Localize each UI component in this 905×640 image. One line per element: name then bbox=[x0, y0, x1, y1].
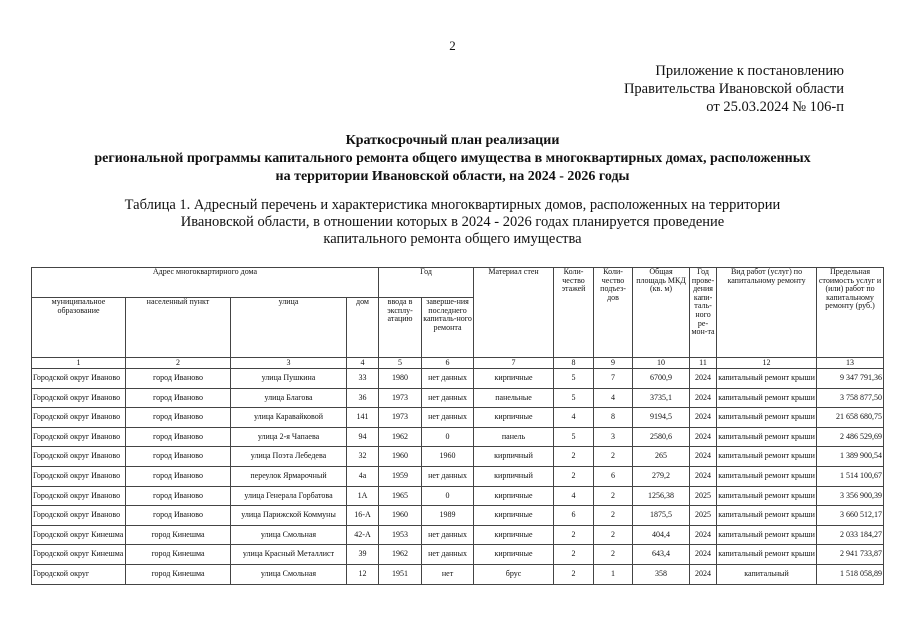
column-number: 7 bbox=[474, 358, 554, 369]
table-row bbox=[32, 564, 884, 584]
header-settlement: населенный пункт bbox=[126, 298, 231, 358]
column-number: 8 bbox=[554, 358, 594, 369]
work-type-cell: капитальный ремонт крыши bbox=[717, 486, 817, 506]
table-row bbox=[32, 525, 884, 545]
municipality-cell: Городской округ Иваново bbox=[32, 506, 126, 526]
house-cell: 141 bbox=[347, 408, 379, 428]
floors-cell: 2 bbox=[554, 525, 594, 545]
last-repair-year-cell: нет данных bbox=[422, 408, 474, 428]
table-row bbox=[32, 466, 884, 486]
area-cell: 265 bbox=[633, 447, 690, 467]
last-repair-year-cell: 1960 bbox=[422, 447, 474, 467]
appendix-note bbox=[624, 62, 844, 116]
column-number: 11 bbox=[690, 358, 717, 369]
work-type-cell: капитальный ремонт крыши bbox=[717, 408, 817, 428]
area-cell: 643,4 bbox=[633, 545, 690, 565]
floors-cell: 2 bbox=[554, 466, 594, 486]
last-repair-year-cell: нет данных bbox=[422, 369, 474, 389]
header-entrances: Коли-чество подъез-дов bbox=[594, 268, 633, 358]
work-type-cell: капитальный ремонт крыши bbox=[717, 427, 817, 447]
work-year-cell: 2024 bbox=[690, 369, 717, 389]
work-year-cell: 2024 bbox=[690, 525, 717, 545]
header-work-type: Вид работ (услуг) по капитальному ремонту bbox=[717, 268, 817, 358]
wall-material-cell: панельные bbox=[474, 388, 554, 408]
last-repair-year-cell: 0 bbox=[422, 486, 474, 506]
caption-line-1: Таблица 1. Адресный перечень и характеристика многоквартирных домов, расположенных на территории bbox=[124, 197, 781, 213]
table-row bbox=[32, 486, 884, 506]
house-cell: 12 bbox=[347, 564, 379, 584]
municipality-cell: Городской округ Иваново bbox=[32, 486, 126, 506]
last-repair-year-cell: нет bbox=[422, 564, 474, 584]
work-year-cell: 2025 bbox=[690, 486, 717, 506]
max-cost-cell: 21 658 680,75 bbox=[817, 408, 884, 428]
entrances-cell: 2 bbox=[594, 447, 633, 467]
settlement-cell: город Кинешма bbox=[126, 525, 231, 545]
house-cell: 39 bbox=[347, 545, 379, 565]
house-cell: 1А bbox=[347, 486, 379, 506]
header-house: дом bbox=[347, 298, 379, 358]
area-cell: 404,4 bbox=[633, 525, 690, 545]
table-row bbox=[32, 408, 884, 428]
table-row bbox=[32, 506, 884, 526]
column-numbers-row bbox=[32, 358, 884, 369]
header-last-repair: заверше-ния последнего капиталь-ного ремонта bbox=[422, 298, 474, 358]
table-row bbox=[32, 545, 884, 565]
work-year-cell: 2024 bbox=[690, 447, 717, 467]
work-type-cell: капитальный ремонт крыши bbox=[717, 447, 817, 467]
max-cost-cell: 2 033 184,27 bbox=[817, 525, 884, 545]
street-cell: улица Смольная bbox=[231, 564, 347, 584]
street-cell: переулок Ярмарочный bbox=[231, 466, 347, 486]
table-row bbox=[32, 427, 884, 447]
municipality-cell: Городской округ Иваново bbox=[32, 447, 126, 467]
settlement-cell: город Кинешма bbox=[126, 545, 231, 565]
work-year-cell: 2024 bbox=[690, 545, 717, 565]
appendix-line-3: от 25.03.2024 № 106-п bbox=[706, 99, 844, 115]
entrances-cell: 4 bbox=[594, 388, 633, 408]
house-cell: 32 bbox=[347, 447, 379, 467]
area-cell: 358 bbox=[633, 564, 690, 584]
work-type-cell: капитальный ремонт крыши bbox=[717, 388, 817, 408]
area-cell: 1256,38 bbox=[633, 486, 690, 506]
appendix-line-2: Правительства Ивановской области bbox=[623, 81, 844, 97]
entrances-cell: 2 bbox=[594, 525, 633, 545]
municipality-cell: Городской округ Иваново bbox=[32, 466, 126, 486]
table-caption bbox=[0, 197, 905, 248]
street-cell: улица Поэта Лебедева bbox=[231, 447, 347, 467]
commissioning-year-cell: 1962 bbox=[379, 427, 422, 447]
street-cell: улица Парижской Коммуны bbox=[231, 506, 347, 526]
work-year-cell: 2024 bbox=[690, 564, 717, 584]
max-cost-cell: 1 518 058,89 bbox=[817, 564, 884, 584]
wall-material-cell: кирпичные bbox=[474, 506, 554, 526]
settlement-cell: город Иваново bbox=[126, 427, 231, 447]
area-cell: 279,2 bbox=[633, 466, 690, 486]
area-cell: 9194,5 bbox=[633, 408, 690, 428]
title-line-1: Краткосрочный план реализации bbox=[345, 133, 560, 148]
entrances-cell: 7 bbox=[594, 369, 633, 389]
area-cell: 2580,6 bbox=[633, 427, 690, 447]
wall-material-cell: кирпичный bbox=[474, 447, 554, 467]
header-address: Адрес многоквартирного дома bbox=[32, 268, 379, 298]
entrances-cell: 2 bbox=[594, 545, 633, 565]
municipality-cell: Городской округ Кинешма bbox=[32, 525, 126, 545]
column-number: 10 bbox=[633, 358, 690, 369]
title-line-3: на территории Ивановской области, на 2024 - 2026 годы bbox=[275, 169, 630, 184]
municipality-cell: Городской округ Иваново bbox=[32, 408, 126, 428]
work-type-cell: капитальный ремонт крыши bbox=[717, 525, 817, 545]
entrances-cell: 6 bbox=[594, 466, 633, 486]
municipality-cell: Городской округ Иваново bbox=[32, 427, 126, 447]
commissioning-year-cell: 1953 bbox=[379, 525, 422, 545]
column-number: 4 bbox=[347, 358, 379, 369]
max-cost-cell: 1 389 900,54 bbox=[817, 447, 884, 467]
max-cost-cell: 9 347 791,36 bbox=[817, 369, 884, 389]
floors-cell: 4 bbox=[554, 408, 594, 428]
street-cell: улица Красный Металлист bbox=[231, 545, 347, 565]
street-cell: улица Смольная bbox=[231, 525, 347, 545]
house-cell: 33 bbox=[347, 369, 379, 389]
work-year-cell: 2024 bbox=[690, 466, 717, 486]
column-number: 2 bbox=[126, 358, 231, 369]
street-cell: улица Каравайковой bbox=[231, 408, 347, 428]
commissioning-year-cell: 1973 bbox=[379, 408, 422, 428]
municipality-cell: Городской округ Иваново bbox=[32, 388, 126, 408]
column-number: 12 bbox=[717, 358, 817, 369]
wall-material-cell: кирпичный bbox=[474, 466, 554, 486]
street-cell: улица Благова bbox=[231, 388, 347, 408]
table-row bbox=[32, 369, 884, 389]
area-cell: 6700,9 bbox=[633, 369, 690, 389]
last-repair-year-cell: нет данных bbox=[422, 466, 474, 486]
header-material: Материал стен bbox=[474, 268, 554, 358]
work-type-cell: капитальный bbox=[717, 564, 817, 584]
house-cell: 16-А bbox=[347, 506, 379, 526]
entrances-cell: 2 bbox=[594, 486, 633, 506]
work-type-cell: капитальный ремонт крыши bbox=[717, 466, 817, 486]
caption-line-3: капитального ремонта общего имущества bbox=[323, 231, 582, 247]
commissioning-year-cell: 1965 bbox=[379, 486, 422, 506]
settlement-cell: город Иваново bbox=[126, 466, 231, 486]
column-number: 5 bbox=[379, 358, 422, 369]
wall-material-cell: кирпичные bbox=[474, 369, 554, 389]
floors-cell: 6 bbox=[554, 506, 594, 526]
house-cell: 36 bbox=[347, 388, 379, 408]
commissioning-year-cell: 1951 bbox=[379, 564, 422, 584]
entrances-cell: 3 bbox=[594, 427, 633, 447]
header-street: улица bbox=[231, 298, 347, 358]
wall-material-cell: кирпичные bbox=[474, 486, 554, 506]
commissioning-year-cell: 1960 bbox=[379, 506, 422, 526]
area-cell: 1875,5 bbox=[633, 506, 690, 526]
settlement-cell: город Иваново bbox=[126, 408, 231, 428]
floors-cell: 5 bbox=[554, 388, 594, 408]
work-year-cell: 2024 bbox=[690, 408, 717, 428]
header-row-1 bbox=[32, 268, 884, 298]
column-number: 9 bbox=[594, 358, 633, 369]
wall-material-cell: кирпичные bbox=[474, 545, 554, 565]
entrances-cell: 1 bbox=[594, 564, 633, 584]
last-repair-year-cell: нет данных bbox=[422, 525, 474, 545]
work-type-cell: капитальный ремонт крыши bbox=[717, 369, 817, 389]
floors-cell: 5 bbox=[554, 427, 594, 447]
wall-material-cell: кирпичные bbox=[474, 525, 554, 545]
municipality-cell: Городской округ Кинешма bbox=[32, 545, 126, 565]
work-year-cell: 2025 bbox=[690, 506, 717, 526]
wall-material-cell: брус bbox=[474, 564, 554, 584]
floors-cell: 5 bbox=[554, 369, 594, 389]
document-title bbox=[0, 132, 905, 186]
floors-cell: 2 bbox=[554, 545, 594, 565]
house-cell: 4а bbox=[347, 466, 379, 486]
commissioning-year-cell: 1980 bbox=[379, 369, 422, 389]
max-cost-cell: 1 514 100,67 bbox=[817, 466, 884, 486]
max-cost-cell: 3 758 877,50 bbox=[817, 388, 884, 408]
last-repair-year-cell: нет данных bbox=[422, 545, 474, 565]
work-year-cell: 2024 bbox=[690, 388, 717, 408]
floors-cell: 2 bbox=[554, 447, 594, 467]
last-repair-year-cell: 1989 bbox=[422, 506, 474, 526]
column-number: 6 bbox=[422, 358, 474, 369]
max-cost-cell: 3 660 512,17 bbox=[817, 506, 884, 526]
entrances-cell: 2 bbox=[594, 506, 633, 526]
max-cost-cell: 3 356 900,39 bbox=[817, 486, 884, 506]
house-cell: 94 bbox=[347, 427, 379, 447]
settlement-cell: город Кинешма bbox=[126, 564, 231, 584]
max-cost-cell: 2 941 733,87 bbox=[817, 545, 884, 565]
header-municipality: муниципальное образование bbox=[32, 298, 126, 358]
header-year: Год bbox=[379, 268, 474, 298]
commissioning-year-cell: 1973 bbox=[379, 388, 422, 408]
header-floors: Коли-чество этажей bbox=[554, 268, 594, 358]
column-number: 3 bbox=[231, 358, 347, 369]
header-area: Общая площадь МКД (кв. м) bbox=[633, 268, 690, 358]
title-line-2: региональной программы капитального ремонта общего имущества в многоквартирных домах, расположенных bbox=[94, 151, 811, 166]
area-cell: 3735,1 bbox=[633, 388, 690, 408]
header-commissioning: ввода в эксплу-атацию bbox=[379, 298, 422, 358]
street-cell: улица Пушкина bbox=[231, 369, 347, 389]
house-cell: 42-А bbox=[347, 525, 379, 545]
street-cell: улица Генерала Горбатова bbox=[231, 486, 347, 506]
settlement-cell: город Иваново bbox=[126, 369, 231, 389]
settlement-cell: город Иваново bbox=[126, 506, 231, 526]
work-type-cell: капитальный ремонт крыши bbox=[717, 506, 817, 526]
commissioning-year-cell: 1959 bbox=[379, 466, 422, 486]
last-repair-year-cell: нет данных bbox=[422, 388, 474, 408]
entrances-cell: 8 bbox=[594, 408, 633, 428]
municipality-cell: Городской округ Иваново bbox=[32, 369, 126, 389]
wall-material-cell: кирпичные bbox=[474, 408, 554, 428]
page-number: 2 bbox=[449, 38, 456, 53]
header-work-year: Год прове-дения капи-таль-ного ре-мон-та bbox=[690, 268, 717, 358]
work-year-cell: 2024 bbox=[690, 427, 717, 447]
commissioning-year-cell: 1962 bbox=[379, 545, 422, 565]
column-number: 13 bbox=[817, 358, 884, 369]
houses-table bbox=[31, 267, 884, 585]
settlement-cell: город Иваново bbox=[126, 447, 231, 467]
caption-line-2: Ивановской области, в отношении которых в 2024 - 2026 годах планируется проведение bbox=[180, 214, 725, 230]
header-max-cost: Предельная стоимость услуг и (или) работ по капитальному ремонту (руб.) bbox=[817, 268, 884, 358]
work-type-cell: капитальный ремонт крыши bbox=[717, 545, 817, 565]
table-row bbox=[32, 447, 884, 467]
wall-material-cell: панель bbox=[474, 427, 554, 447]
floors-cell: 4 bbox=[554, 486, 594, 506]
max-cost-cell: 2 486 529,69 bbox=[817, 427, 884, 447]
settlement-cell: город Иваново bbox=[126, 388, 231, 408]
street-cell: улица 2-я Чапаева bbox=[231, 427, 347, 447]
municipality-cell: Городской округ bbox=[32, 564, 126, 584]
commissioning-year-cell: 1960 bbox=[379, 447, 422, 467]
table-row bbox=[32, 388, 884, 408]
last-repair-year-cell: 0 bbox=[422, 427, 474, 447]
column-number: 1 bbox=[32, 358, 126, 369]
floors-cell: 2 bbox=[554, 564, 594, 584]
settlement-cell: город Иваново bbox=[126, 486, 231, 506]
appendix-line-1: Приложение к постановлению bbox=[655, 63, 844, 79]
